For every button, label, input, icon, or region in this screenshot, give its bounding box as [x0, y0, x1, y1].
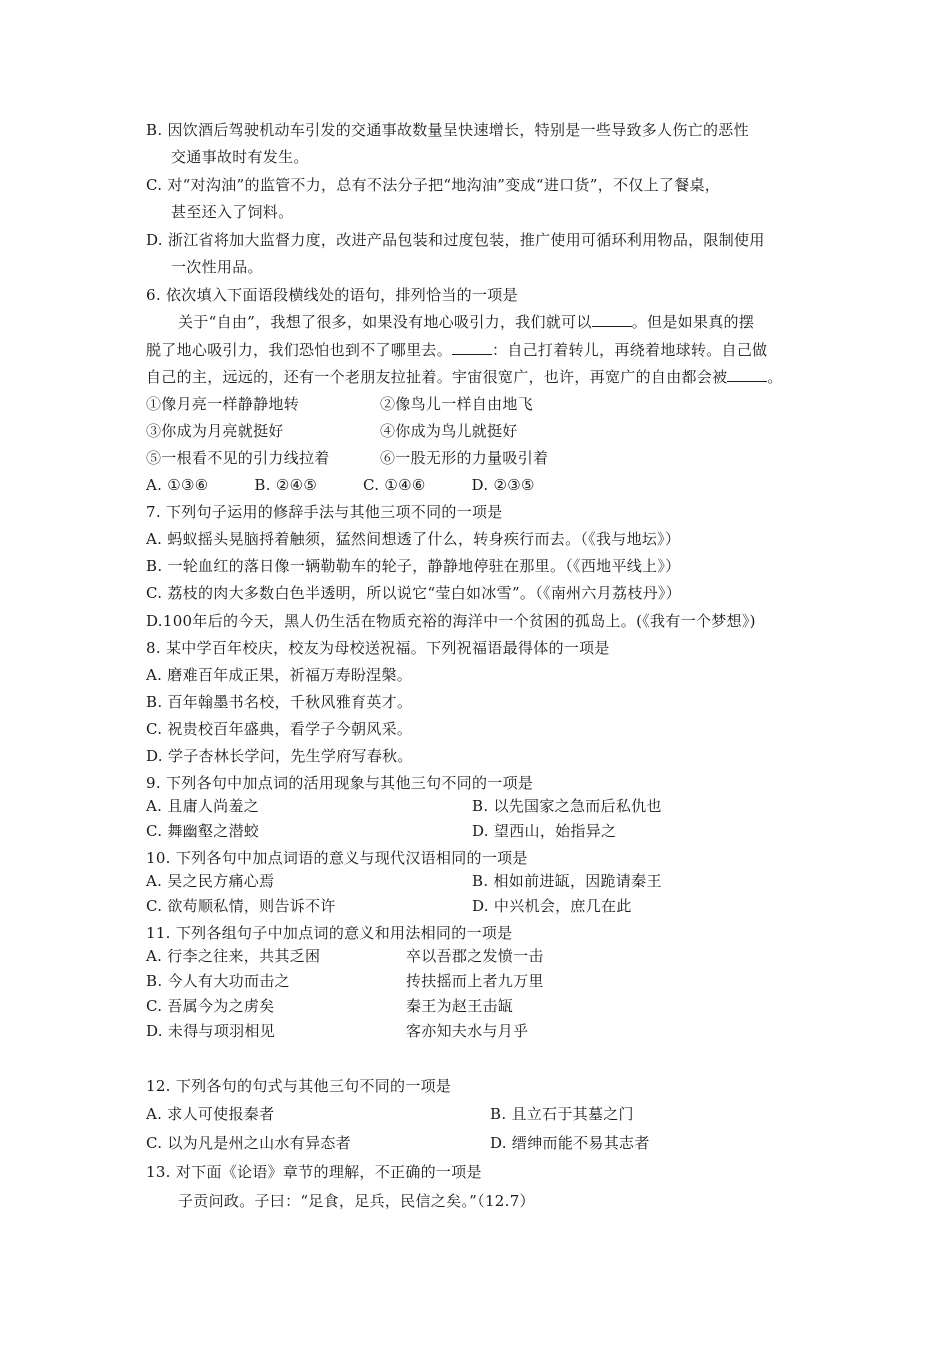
- q6-passage-text: 关于“自由”，我想了很多，如果没有地心吸引力，我们就可以: [178, 313, 592, 331]
- q10-option-a: A. 吴之民方痛心焉: [146, 872, 275, 890]
- question-9: 9. 下列各句中加点词的活用现象与其他三句不同的一项是: [146, 774, 534, 792]
- question-10: 10. 下列各句中加点词语的意义与现代汉语相同的一项是: [146, 849, 528, 867]
- q9-option-a: A. 且庸人尚羞之: [146, 797, 260, 815]
- question-13: 13. 对下面《论语》章节的理解，不正确的一项是: [146, 1163, 482, 1181]
- question-6: 6. 依次填入下面语段横线处的语句，排列恰当的一项是: [146, 286, 518, 304]
- q6-passage-line2: [146, 340, 826, 360]
- q5-option-d-line1: D. 浙江省将加大监督力度，改进产品包装和过度包装，推广使用可循环利用物品，限制使用: [146, 231, 765, 249]
- q9-option-c: C. 舞幽壑之潜蛟: [146, 822, 260, 840]
- q6-answer-choices: A. ①③⑥ B. ②④⑤ C. ①④⑥ D. ②③⑤: [146, 476, 535, 494]
- q6-passage-text: 脱了地心吸引力，我们恐怕也到不了哪里去。: [146, 341, 453, 359]
- q11-option-b: [146, 971, 826, 991]
- q12-option-a: A. 求人可使报秦者: [146, 1105, 275, 1123]
- q7-option-d: D.100年后的今天，黑人仍生活在物质充裕的海洋中一个贫困的孤岛上。(《我有一个梦想》): [146, 612, 756, 630]
- q12-options-row1: [146, 1104, 826, 1124]
- q11-option-d-sentence-1: D. 未得与项羽相见: [146, 1022, 276, 1040]
- q7-option-a: A. 蚂蚁摇头晃脑捋着触须，猛然间想透了什么，转身疾行而去。（《我与地坛》）: [146, 530, 681, 548]
- fill-blank-3: [727, 367, 767, 382]
- q11-option-a-sentence-1: A. 行李之往来，共其乏困: [146, 947, 321, 965]
- q10-options-row1: [146, 871, 826, 891]
- q6-passage-line1: [178, 312, 858, 332]
- q11-option-a: [146, 946, 826, 966]
- q7-option-b: B. 一轮血红的落日像一辆勒勒车的轮子，静静地停驻在那里。（《西地平线上》）: [146, 557, 681, 575]
- q6-options-row3: [146, 448, 826, 468]
- q6-sentence-1: ①像月亮一样静静地转: [146, 395, 300, 413]
- q5-option-c-line2: 甚至还入了饲料。: [171, 203, 294, 221]
- q6-passage-text: ：自己打着转儿，再绕着地球转。自己做: [492, 341, 768, 359]
- q7-option-c: C. 荔枝的肉大多数白色半透明，所以说它“莹白如冰雪”。（《南州六月荔枝丹》）: [146, 584, 682, 602]
- q12-option-c: C. 以为凡是州之山水有异态者: [146, 1134, 351, 1152]
- q8-option-d: D. 学子杏林长学问，先生学府写春秋。: [146, 747, 413, 765]
- q6-passage-text: 自己的主，远远的，还有一个老朋友拉扯着。宇宙很宽广，也许，再宽广的自由都会被: [146, 368, 728, 386]
- q6-options-row2: [146, 421, 826, 441]
- q9-options-row2: [146, 821, 826, 841]
- q6-options-row1: [146, 394, 826, 414]
- q12-option-d: D. 缙绅而能不易其志者: [490, 1134, 650, 1152]
- q10-option-d: D. 中兴机会，庶几在此: [472, 897, 632, 915]
- q5-option-c-line1: C. 对“对沟油”的监管不力，总有不法分子把“地沟油”变成“进口货”，不仅上了餐桌，: [146, 176, 721, 194]
- q11-option-c-sentence-1: C. 吾属今为之虏矣: [146, 997, 275, 1015]
- q10-option-c: C. 欲苟顺私情，则告诉不许: [146, 897, 336, 915]
- q5-option-b-line2: 交通事故时有发生。: [171, 148, 309, 166]
- q9-options-row1: [146, 796, 826, 816]
- question-12: 12. 下列各句的句式与其他三句不同的一项是: [146, 1077, 452, 1095]
- q11-option-d: [146, 1021, 826, 1041]
- q13-passage: 子贡问政。子曰：“足食，足兵，民信之矣。”（12.7）: [178, 1192, 535, 1210]
- q6-passage-text: 。: [767, 368, 783, 386]
- q11-option-a-sentence-2: 卒以吾郡之发愤一击: [406, 947, 544, 965]
- q5-option-b-line1: B. 因饮酒后驾驶机动车引发的交通事故数量呈快速增长，特别是一些导致多人伤亡的恶性: [146, 121, 749, 139]
- q8-option-b: B. 百年翰墨书名校，千秋风雅育英才。: [146, 693, 413, 711]
- q12-options-row2: [146, 1133, 826, 1153]
- q6-sentence-3: ③你成为月亮就挺好: [146, 422, 284, 440]
- q12-option-b: B. 且立石于其墓之门: [490, 1105, 634, 1123]
- q10-option-b: B. 相如前进缻，因跪请秦王: [472, 872, 662, 890]
- q6-passage-text: 。但是如果真的摆: [631, 313, 755, 331]
- q10-options-row2: [146, 896, 826, 916]
- q5-option-d-line2: 一次性用品。: [171, 258, 263, 276]
- question-8: 8. 某中学百年校庆，校友为母校送祝福。下列祝福语最得体的一项是: [146, 639, 610, 657]
- q11-option-b-sentence-2: 抟扶摇而上者九万里: [406, 972, 544, 990]
- q8-option-c: C. 祝贵校百年盛典，看学子今朝风采。: [146, 720, 413, 738]
- question-11: 11. 下列各组句子中加点词的意义和用法相同的一项是: [146, 924, 513, 942]
- q11-option-b-sentence-1: B. 今人有大功而击之: [146, 972, 290, 990]
- fill-blank-2: [452, 340, 492, 355]
- q6-sentence-6: ⑥一股无形的力量吸引着: [380, 449, 549, 467]
- q11-option-c: [146, 996, 826, 1016]
- q6-sentence-2: ②像鸟儿一样自由地飞: [380, 395, 534, 413]
- q8-option-a: A. 磨难百年成正果，祈福万寿盼涅槃。: [146, 666, 413, 684]
- q9-option-d: D. 望西山，始指异之: [472, 822, 617, 840]
- q6-sentence-5: ⑤一根看不见的引力线拉着: [146, 449, 330, 467]
- q11-option-c-sentence-2: 秦王为赵王击缻: [406, 997, 514, 1015]
- q11-option-d-sentence-2: 客亦知夫水与月乎: [406, 1022, 529, 1040]
- question-7: 7. 下列句子运用的修辞手法与其他三项不同的一项是: [146, 503, 503, 521]
- q9-option-b: B. 以先国家之急而后私仇也: [472, 797, 662, 815]
- q6-passage-line3: [146, 367, 826, 387]
- fill-blank-1: [592, 312, 632, 327]
- q6-sentence-4: ④你成为鸟儿就挺好: [380, 422, 518, 440]
